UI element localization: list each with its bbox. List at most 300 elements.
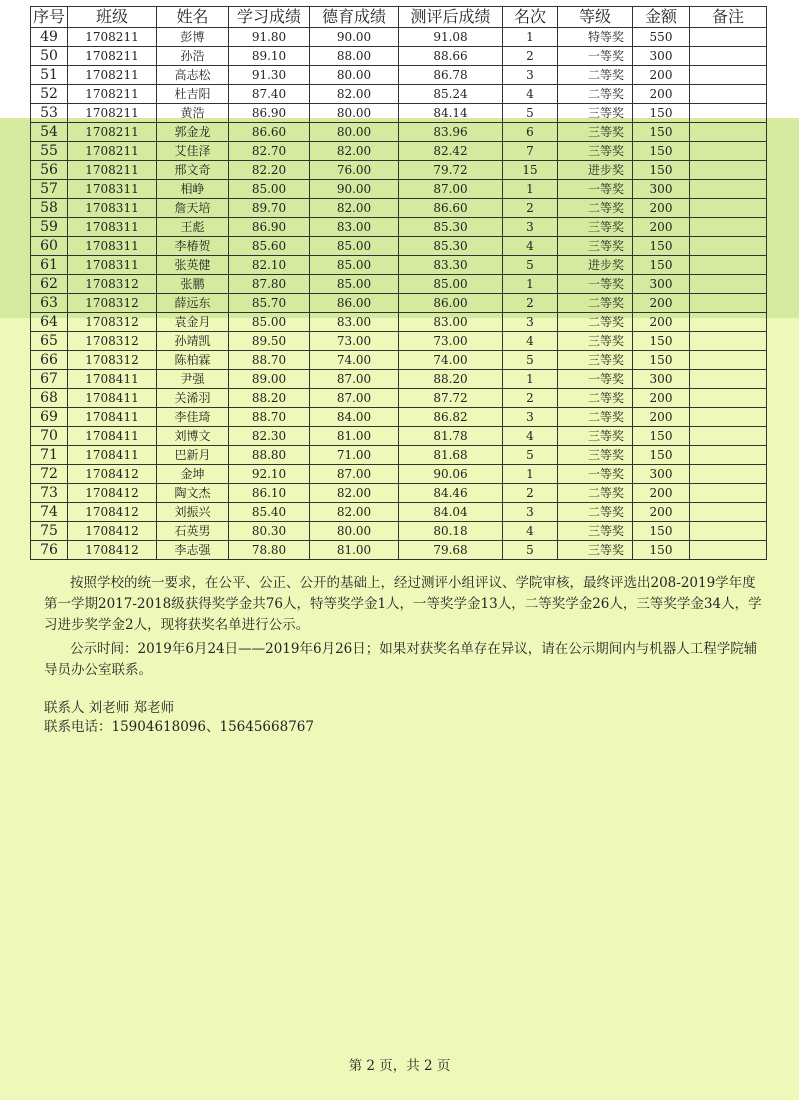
amount-cell: 150 (633, 522, 690, 541)
name-cell: 艾佳泽 (157, 142, 229, 161)
level-cell: 三等奖 (558, 427, 633, 446)
rank-cell: 2 (503, 47, 558, 66)
study-score-cell: 88.70 (229, 408, 310, 427)
rank-cell: 4 (503, 237, 558, 256)
level-cell: 三等奖 (558, 332, 633, 351)
rank-cell: 5 (503, 256, 558, 275)
moral-score-cell: 81.00 (310, 541, 399, 560)
seq-cell: 64 (31, 313, 68, 332)
rank-cell: 2 (503, 199, 558, 218)
seq-cell: 52 (31, 85, 68, 104)
seq-cell: 58 (31, 199, 68, 218)
level-cell: 三等奖 (558, 218, 633, 237)
moral-score-cell: 90.00 (310, 180, 399, 199)
class-cell: 1708211 (68, 28, 157, 47)
amount-cell: 300 (633, 47, 690, 66)
moral-score-cell: 86.00 (310, 294, 399, 313)
moral-score-cell: 82.00 (310, 85, 399, 104)
table-row (31, 294, 767, 313)
final-score-cell: 84.14 (399, 104, 503, 123)
name-cell: 李椿贺 (157, 237, 229, 256)
table-row (31, 408, 767, 427)
moral-score-cell: 85.00 (310, 275, 399, 294)
remark-cell (690, 142, 767, 161)
class-cell: 1708211 (68, 104, 157, 123)
moral-score-cell: 80.00 (310, 123, 399, 142)
remark-cell (690, 465, 767, 484)
rank-cell: 5 (503, 541, 558, 560)
amount-cell: 200 (633, 389, 690, 408)
rank-cell: 15 (503, 161, 558, 180)
class-cell: 1708412 (68, 541, 157, 560)
remark-cell (690, 446, 767, 465)
table-row (31, 446, 767, 465)
moral-score-cell: 87.00 (310, 389, 399, 408)
remark-cell (690, 237, 767, 256)
study-score-cell: 91.30 (229, 66, 310, 85)
final-score-cell: 88.20 (399, 370, 503, 389)
remark-cell (690, 161, 767, 180)
remark-cell (690, 47, 767, 66)
name-cell: 刘振兴 (157, 503, 229, 522)
level-cell: 一等奖 (558, 370, 633, 389)
level-cell: 二等奖 (558, 294, 633, 313)
class-cell: 1708211 (68, 142, 157, 161)
amount-cell: 200 (633, 503, 690, 522)
header-moral-score: 德育成绩 (310, 7, 399, 28)
moral-score-cell: 83.00 (310, 313, 399, 332)
rank-cell: 2 (503, 294, 558, 313)
class-cell: 1708312 (68, 332, 157, 351)
table-row (31, 161, 767, 180)
level-cell: 二等奖 (558, 408, 633, 427)
table-row (31, 332, 767, 351)
remark-cell (690, 123, 767, 142)
class-cell: 1708211 (68, 66, 157, 85)
amount-cell: 150 (633, 237, 690, 256)
amount-cell: 150 (633, 446, 690, 465)
name-cell: 郭金龙 (157, 123, 229, 142)
table-row (31, 199, 767, 218)
name-cell: 关浠羽 (157, 389, 229, 408)
rank-cell: 4 (503, 427, 558, 446)
table-row (31, 503, 767, 522)
study-score-cell: 87.40 (229, 85, 310, 104)
seq-cell: 50 (31, 47, 68, 66)
final-score-cell: 84.46 (399, 484, 503, 503)
study-score-cell: 89.10 (229, 47, 310, 66)
header-level: 等级 (558, 7, 633, 28)
remark-cell (690, 275, 767, 294)
amount-cell: 150 (633, 256, 690, 275)
name-cell: 石英男 (157, 522, 229, 541)
seq-cell: 56 (31, 161, 68, 180)
name-cell: 高志松 (157, 66, 229, 85)
table-row (31, 66, 767, 85)
study-score-cell: 82.30 (229, 427, 310, 446)
rank-cell: 1 (503, 465, 558, 484)
remark-cell (690, 66, 767, 85)
rank-cell: 4 (503, 332, 558, 351)
rank-cell: 3 (503, 66, 558, 85)
study-score-cell: 82.20 (229, 161, 310, 180)
seq-cell: 59 (31, 218, 68, 237)
class-cell: 1708311 (68, 256, 157, 275)
final-score-cell: 86.78 (399, 66, 503, 85)
name-cell: 李志强 (157, 541, 229, 560)
final-score-cell: 85.24 (399, 85, 503, 104)
name-cell: 黄浩 (157, 104, 229, 123)
class-cell: 1708312 (68, 313, 157, 332)
table-row (31, 522, 767, 541)
class-cell: 1708312 (68, 275, 157, 294)
amount-cell: 300 (633, 370, 690, 389)
moral-score-cell: 80.00 (310, 104, 399, 123)
remark-cell (690, 408, 767, 427)
final-score-cell: 84.04 (399, 503, 503, 522)
seq-cell: 68 (31, 389, 68, 408)
final-score-cell: 85.00 (399, 275, 503, 294)
study-score-cell: 85.00 (229, 180, 310, 199)
remark-cell (690, 28, 767, 47)
moral-score-cell: 81.00 (310, 427, 399, 446)
table-row (31, 465, 767, 484)
final-score-cell: 73.00 (399, 332, 503, 351)
rank-cell: 1 (503, 275, 558, 294)
amount-cell: 150 (633, 123, 690, 142)
seq-cell: 69 (31, 408, 68, 427)
rank-cell: 5 (503, 446, 558, 465)
name-cell: 刘博文 (157, 427, 229, 446)
seq-cell: 60 (31, 237, 68, 256)
moral-score-cell: 82.00 (310, 503, 399, 522)
name-cell: 王彪 (157, 218, 229, 237)
award-table (30, 6, 767, 560)
seq-cell: 66 (31, 351, 68, 370)
amount-cell: 200 (633, 218, 690, 237)
final-score-cell: 83.96 (399, 123, 503, 142)
final-score-cell: 87.00 (399, 180, 503, 199)
rank-cell: 1 (503, 28, 558, 47)
name-cell: 巴新月 (157, 446, 229, 465)
level-cell: 一等奖 (558, 180, 633, 199)
name-cell: 陶文杰 (157, 484, 229, 503)
study-score-cell: 86.60 (229, 123, 310, 142)
final-score-cell: 86.60 (399, 199, 503, 218)
rank-cell: 2 (503, 389, 558, 408)
seq-cell: 67 (31, 370, 68, 389)
moral-score-cell: 71.00 (310, 446, 399, 465)
moral-score-cell: 83.00 (310, 218, 399, 237)
seq-cell: 65 (31, 332, 68, 351)
study-score-cell: 86.90 (229, 104, 310, 123)
study-score-cell: 85.00 (229, 313, 310, 332)
rank-cell: 3 (503, 313, 558, 332)
name-cell: 金坤 (157, 465, 229, 484)
final-score-cell: 79.68 (399, 541, 503, 560)
class-cell: 1708412 (68, 503, 157, 522)
amount-cell: 150 (633, 332, 690, 351)
class-cell: 1708311 (68, 218, 157, 237)
name-cell: 彭博 (157, 28, 229, 47)
table-row (31, 85, 767, 104)
moral-score-cell: 85.00 (310, 256, 399, 275)
moral-score-cell: 88.00 (310, 47, 399, 66)
notice-paragraph: 公示时间：2019年6月24日——2019年6月26日；如果对获奖名单存在异议，请在公示期间内与机器人工程学院辅导员办公室联系。 (44, 641, 758, 678)
table-row (31, 47, 767, 66)
class-cell: 1708411 (68, 427, 157, 446)
table-header (31, 7, 767, 28)
remark-cell (690, 427, 767, 446)
moral-score-cell: 84.00 (310, 408, 399, 427)
amount-cell: 300 (633, 465, 690, 484)
class-cell: 1708311 (68, 237, 157, 256)
level-cell: 二等奖 (558, 389, 633, 408)
table-row (31, 142, 767, 161)
final-score-cell: 81.68 (399, 446, 503, 465)
seq-cell: 49 (31, 28, 68, 47)
final-score-cell: 91.08 (399, 28, 503, 47)
header-rank: 名次 (503, 7, 558, 28)
study-score-cell: 85.70 (229, 294, 310, 313)
level-cell: 一等奖 (558, 47, 633, 66)
remark-cell (690, 351, 767, 370)
table-row (31, 389, 767, 408)
level-cell: 二等奖 (558, 85, 633, 104)
name-cell: 詹天培 (157, 199, 229, 218)
final-score-cell: 85.30 (399, 218, 503, 237)
rank-cell: 4 (503, 85, 558, 104)
moral-score-cell: 76.00 (310, 161, 399, 180)
summary-paragraph: 按照学校的统一要求，在公平、公正、公开的基础上，经过测评小组评议、学院审核，最终评选出208-2019学年度第一学期2017-2018级获得奖学金共76人，特等奖学金1人，一等奖学金13人，二等奖学金26人，三等奖学金34人，学习进步奖学金2人，现将获奖名单进行公示。 (44, 575, 762, 633)
amount-cell: 200 (633, 199, 690, 218)
level-cell: 进步奖 (558, 161, 633, 180)
level-cell: 三等奖 (558, 446, 633, 465)
rank-cell: 1 (503, 180, 558, 199)
class-cell: 1708312 (68, 294, 157, 313)
seq-cell: 57 (31, 180, 68, 199)
seq-cell: 51 (31, 66, 68, 85)
level-cell: 三等奖 (558, 142, 633, 161)
remark-cell (690, 85, 767, 104)
level-cell: 三等奖 (558, 522, 633, 541)
level-cell: 二等奖 (558, 199, 633, 218)
study-score-cell: 91.80 (229, 28, 310, 47)
study-score-cell: 89.00 (229, 370, 310, 389)
name-cell: 陈柏霖 (157, 351, 229, 370)
seq-cell: 61 (31, 256, 68, 275)
amount-cell: 150 (633, 161, 690, 180)
seq-cell: 54 (31, 123, 68, 142)
level-cell: 三等奖 (558, 104, 633, 123)
moral-score-cell: 82.00 (310, 199, 399, 218)
final-score-cell: 88.66 (399, 47, 503, 66)
remark-cell (690, 370, 767, 389)
contact-persons: 联系人 刘老师 郑老师 (44, 700, 175, 716)
amount-cell: 300 (633, 275, 690, 294)
study-score-cell: 92.10 (229, 465, 310, 484)
class-cell: 1708311 (68, 180, 157, 199)
table-row (31, 104, 767, 123)
final-score-cell: 83.00 (399, 313, 503, 332)
remark-cell (690, 332, 767, 351)
table-row (31, 370, 767, 389)
amount-cell: 200 (633, 408, 690, 427)
amount-cell: 200 (633, 85, 690, 104)
final-score-cell: 87.72 (399, 389, 503, 408)
table-row (31, 351, 767, 370)
study-score-cell: 88.80 (229, 446, 310, 465)
header-final-score: 测评后成绩 (399, 7, 503, 28)
amount-cell: 150 (633, 427, 690, 446)
name-cell: 杜吉阳 (157, 85, 229, 104)
remark-cell (690, 256, 767, 275)
moral-score-cell: 80.00 (310, 66, 399, 85)
level-cell: 特等奖 (558, 28, 633, 47)
moral-score-cell: 87.00 (310, 370, 399, 389)
level-cell: 三等奖 (558, 541, 633, 560)
study-score-cell: 89.70 (229, 199, 310, 218)
study-score-cell: 85.40 (229, 503, 310, 522)
remark-cell (690, 389, 767, 408)
class-cell: 1708411 (68, 370, 157, 389)
amount-cell: 150 (633, 142, 690, 161)
study-score-cell: 88.70 (229, 351, 310, 370)
final-score-cell: 74.00 (399, 351, 503, 370)
amount-cell: 200 (633, 66, 690, 85)
table-row (31, 180, 767, 199)
remark-cell (690, 218, 767, 237)
header-remark: 备注 (690, 7, 767, 28)
remark-cell (690, 180, 767, 199)
class-cell: 1708412 (68, 522, 157, 541)
name-cell: 孙浩 (157, 47, 229, 66)
level-cell: 三等奖 (558, 237, 633, 256)
study-score-cell: 86.90 (229, 218, 310, 237)
amount-cell: 200 (633, 294, 690, 313)
class-cell: 1708411 (68, 446, 157, 465)
level-cell: 二等奖 (558, 66, 633, 85)
rank-cell: 3 (503, 218, 558, 237)
table-row (31, 256, 767, 275)
seq-cell: 73 (31, 484, 68, 503)
amount-cell: 200 (633, 313, 690, 332)
level-cell: 三等奖 (558, 123, 633, 142)
name-cell: 邢文奇 (157, 161, 229, 180)
rank-cell: 1 (503, 370, 558, 389)
seq-cell: 63 (31, 294, 68, 313)
remark-cell (690, 541, 767, 560)
remark-cell (690, 522, 767, 541)
rank-cell: 4 (503, 522, 558, 541)
rank-cell: 5 (503, 351, 558, 370)
class-cell: 1708411 (68, 389, 157, 408)
remark-cell (690, 294, 767, 313)
final-score-cell: 86.82 (399, 408, 503, 427)
final-score-cell: 82.42 (399, 142, 503, 161)
name-cell: 薛远东 (157, 294, 229, 313)
study-score-cell: 89.50 (229, 332, 310, 351)
moral-score-cell: 80.00 (310, 522, 399, 541)
name-cell: 张鹏 (157, 275, 229, 294)
table-body (31, 28, 767, 560)
study-score-cell: 80.30 (229, 522, 310, 541)
name-cell: 尹强 (157, 370, 229, 389)
moral-score-cell: 74.00 (310, 351, 399, 370)
study-score-cell: 88.20 (229, 389, 310, 408)
name-cell: 袁金月 (157, 313, 229, 332)
level-cell: 二等奖 (558, 503, 633, 522)
table-row (31, 218, 767, 237)
study-score-cell: 87.80 (229, 275, 310, 294)
remark-cell (690, 104, 767, 123)
level-cell: 二等奖 (558, 484, 633, 503)
amount-cell: 150 (633, 104, 690, 123)
table-row (31, 123, 767, 142)
seq-cell: 75 (31, 522, 68, 541)
class-cell: 1708411 (68, 408, 157, 427)
seq-cell: 53 (31, 104, 68, 123)
moral-score-cell: 82.00 (310, 484, 399, 503)
final-score-cell: 86.00 (399, 294, 503, 313)
table-row (31, 275, 767, 294)
amount-cell: 150 (633, 351, 690, 370)
seq-cell: 72 (31, 465, 68, 484)
seq-cell: 70 (31, 427, 68, 446)
class-cell: 1708211 (68, 47, 157, 66)
name-cell: 张英健 (157, 256, 229, 275)
moral-score-cell: 87.00 (310, 465, 399, 484)
seq-cell: 55 (31, 142, 68, 161)
class-cell: 1708211 (68, 161, 157, 180)
final-score-cell: 80.18 (399, 522, 503, 541)
class-cell: 1708412 (68, 484, 157, 503)
amount-cell: 300 (633, 180, 690, 199)
name-cell: 李佳琦 (157, 408, 229, 427)
contact-phones: 联系电话：15904618096、15645668767 (44, 719, 314, 735)
study-score-cell: 82.10 (229, 256, 310, 275)
final-score-cell: 81.78 (399, 427, 503, 446)
rank-cell: 7 (503, 142, 558, 161)
level-cell: 一等奖 (558, 465, 633, 484)
study-score-cell: 82.70 (229, 142, 310, 161)
table-row (31, 484, 767, 503)
moral-score-cell: 85.00 (310, 237, 399, 256)
table-row (31, 28, 767, 47)
study-score-cell: 78.80 (229, 541, 310, 560)
final-score-cell: 83.30 (399, 256, 503, 275)
study-score-cell: 86.10 (229, 484, 310, 503)
remark-cell (690, 503, 767, 522)
header-amount: 金额 (633, 7, 690, 28)
final-score-cell: 79.72 (399, 161, 503, 180)
rank-cell: 3 (503, 408, 558, 427)
rank-cell: 5 (503, 104, 558, 123)
header-seq: 序号 (31, 7, 68, 28)
seq-cell: 71 (31, 446, 68, 465)
amount-cell: 150 (633, 541, 690, 560)
level-cell: 一等奖 (558, 275, 633, 294)
seq-cell: 76 (31, 541, 68, 560)
level-cell: 进步奖 (558, 256, 633, 275)
class-cell: 1708211 (68, 85, 157, 104)
moral-score-cell: 90.00 (310, 28, 399, 47)
final-score-cell: 85.30 (399, 237, 503, 256)
remark-cell (690, 199, 767, 218)
moral-score-cell: 73.00 (310, 332, 399, 351)
name-cell: 孙靖凯 (157, 332, 229, 351)
rank-cell: 2 (503, 484, 558, 503)
